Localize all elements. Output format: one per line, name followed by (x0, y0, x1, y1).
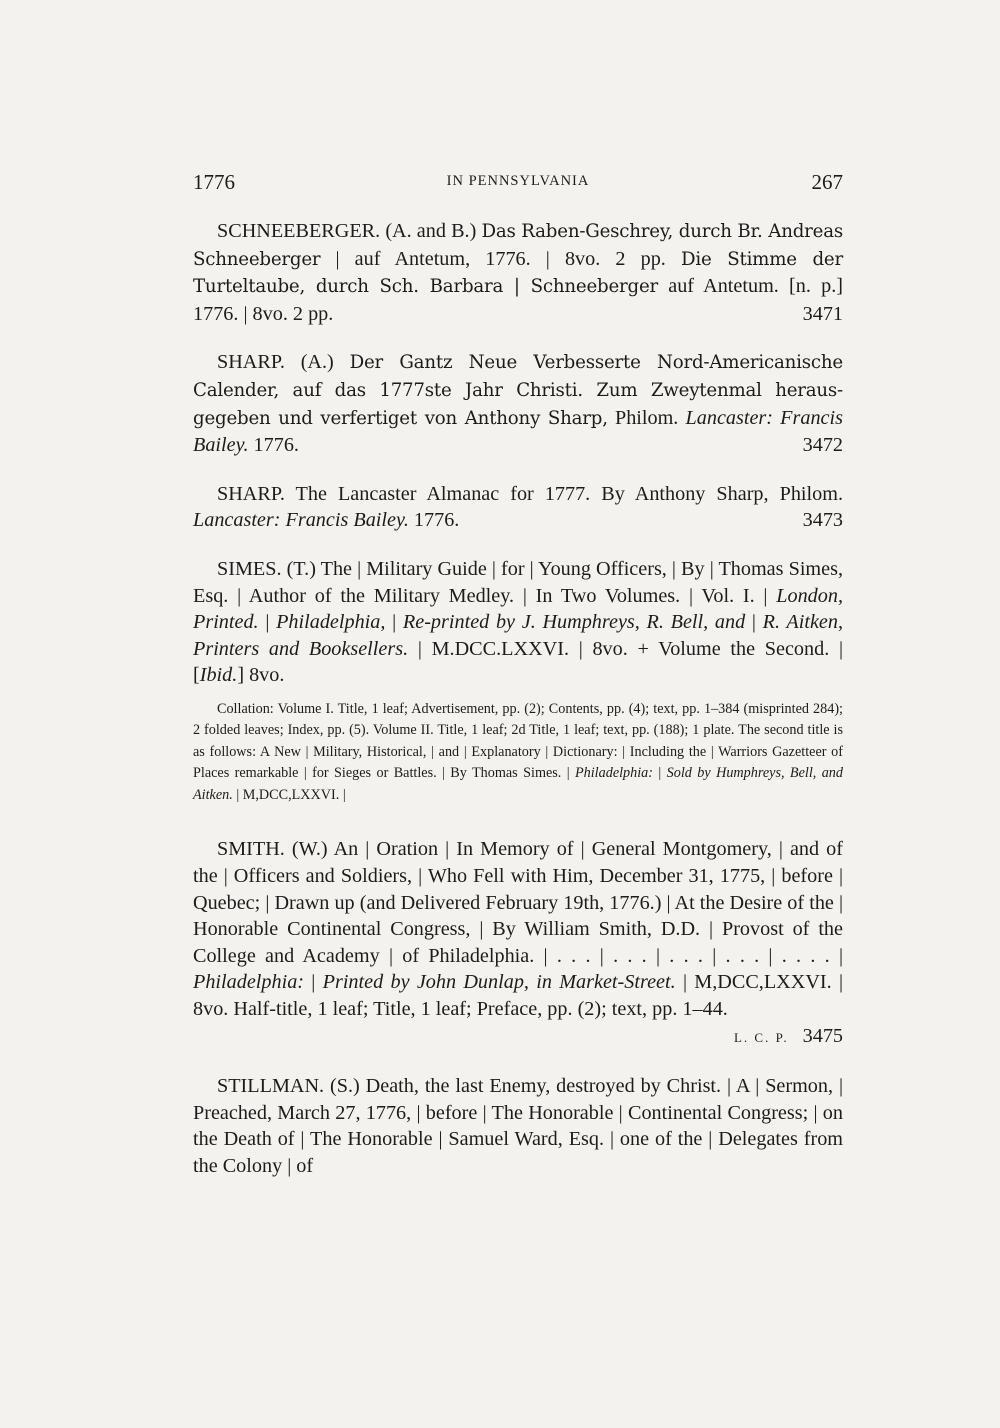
entry-number-value: 3473 (802, 509, 843, 532)
entry-text: ] 8vo. (237, 664, 285, 687)
entry-number-value: 3472 (802, 434, 843, 457)
entry-text: 1776. (408, 509, 460, 532)
bibliography-entry (193, 836, 843, 1051)
entry-text: | M.DCC.LXXVI. | 8vo. + Volume the Second. | [ (193, 637, 844, 687)
entry-text: | M,DCC,LXXVI. | (232, 786, 346, 803)
fraktur-text: Das Raben-Geschrey, durch Br. Andreas Schneeberger (193, 221, 843, 270)
bibliography-entry (193, 218, 843, 327)
entry-text: | (258, 611, 277, 634)
entry-number (779, 301, 843, 328)
italic-text: Re-printed by J. Humphreys, R. Bell, and (402, 611, 746, 634)
header-year: 1776 (193, 170, 235, 194)
italic-text: Philadelphia: (574, 765, 654, 782)
bibliography-entry (193, 349, 843, 458)
italic-text: Philadelphia, (276, 611, 386, 634)
italic-text: R. Aitken, Printers and Booksellers. (193, 611, 844, 660)
entry-number (710, 1023, 843, 1052)
italic-text: Philadelphia: (193, 971, 305, 994)
italic-text: Printed by John Dunlap, in Market-Street. (322, 971, 676, 994)
bibliography-entry (193, 556, 843, 689)
italic-text: London, Printed. (193, 584, 843, 634)
italic-text: Sold by Humphreys, Bell, and Aitken. (193, 765, 843, 803)
entry-text: SHARP. The Lancaster Almanac for 1777. By Anthony Sharp, Philom. (217, 482, 843, 505)
entry-text: | (745, 611, 763, 634)
entry-text: auf Antetum. [n. p.] 1776. | 8vo. 2 pp. (193, 275, 843, 325)
header-title: IN PENNSYLVANIA (446, 173, 590, 189)
italic-text: Lancaster: Francis Bailey. (193, 509, 409, 532)
entry-text: | (653, 765, 667, 782)
entry-text: SMITH. (W.) An | Oration | In Memory of | General Montgomery, | and of the | Officers and Soldiers, | Who Fell with Him, December 31, 1775, | before | Quebec; | Drawn up (and Delivered February 19th, 1776.) | At the Desire of the | Honorable Continental Congress, | By William Smith, D.D. | Provost of the College and Academy | of Philadelphia. | . . . | . . . | . . . | . . . | . . . . | (193, 838, 843, 967)
library-location: L. C. P. (733, 1029, 789, 1045)
entry-text: Collation: Volume I. Title, 1 leaf; Advertisement, pp. (2); Contents, pp. (4); text, pp. 1–384 (misprinted 284); 2 folded leaves; Index, pp. (5). Volume II. Title, 1 leaf; 2d Title, 1 leaf; text, pp. (188); 1 plate. The second title is as follows: A New | Military, Historical, | and | Explanatory | Dictionary: | Including the | Warriors Gazetteer of Places remarkable | for Sieges or Battles. | By Thomas Simes. | (193, 700, 843, 782)
page-number: 267 (811, 170, 843, 194)
entry-number (779, 507, 843, 534)
fraktur-text: Der Gantz Neue Verbesserte Nord-Americanische Calender, auf das 1777ste Jahr Christi. Zum Zweytenmal heraus-gegeben und verfertiget von Anthony Sharp, (193, 352, 843, 429)
entry-text: | auf Antetum, 1776. | 8vo. 2 pp. (320, 247, 681, 270)
fraktur-text: Die Stimme der Turteltaube, durch Sch. Barbara | Schneeberger (193, 248, 843, 298)
entry-text: SIMES. (T.) The | Military Guide | for | Young Officers, | By | Thomas Simes, Esq. | Author of the Military Medley. | In Two Volumes. | Vol. I. | (193, 557, 843, 607)
entry-text: Philom. (607, 406, 686, 429)
entry-number-value: 3475 (802, 1024, 843, 1047)
entry-text: STILLMAN. (S.) Death, the last Enemy, destroyed by Christ. | A | Sermon, | Preached, March 27, 1776, | before | The Honorable | Continental Congress; | on the Death of | The Honorable | Samuel Ward, Esq. | one of the | Delegates from the Colony | of (193, 1075, 843, 1177)
collation-note (193, 699, 843, 807)
entry-text: 1776. (248, 434, 299, 457)
entry-text: SCHNEEBERGER. (A. and B.) (217, 220, 482, 242)
entry-text: | M,DCC,LXXVI. | 8vo. Half-title, 1 leaf; Title, 1 leaf; Preface, pp. (2); text, pp. 1–44. (193, 971, 843, 1020)
bibliography-entries (193, 218, 843, 1202)
entry-number (779, 432, 843, 459)
italic-text: Ibid. (199, 664, 238, 687)
entry-text: | (304, 971, 323, 994)
bibliography-entry (193, 481, 843, 534)
entry-number-value: 3471 (802, 302, 843, 325)
running-header (193, 170, 843, 200)
bibliography-entry (193, 1073, 843, 1179)
entry-text: SHARP. (A.) (217, 351, 350, 374)
italic-text: Lancaster: Francis Bailey. (193, 406, 843, 457)
entry-text: | (385, 611, 403, 634)
